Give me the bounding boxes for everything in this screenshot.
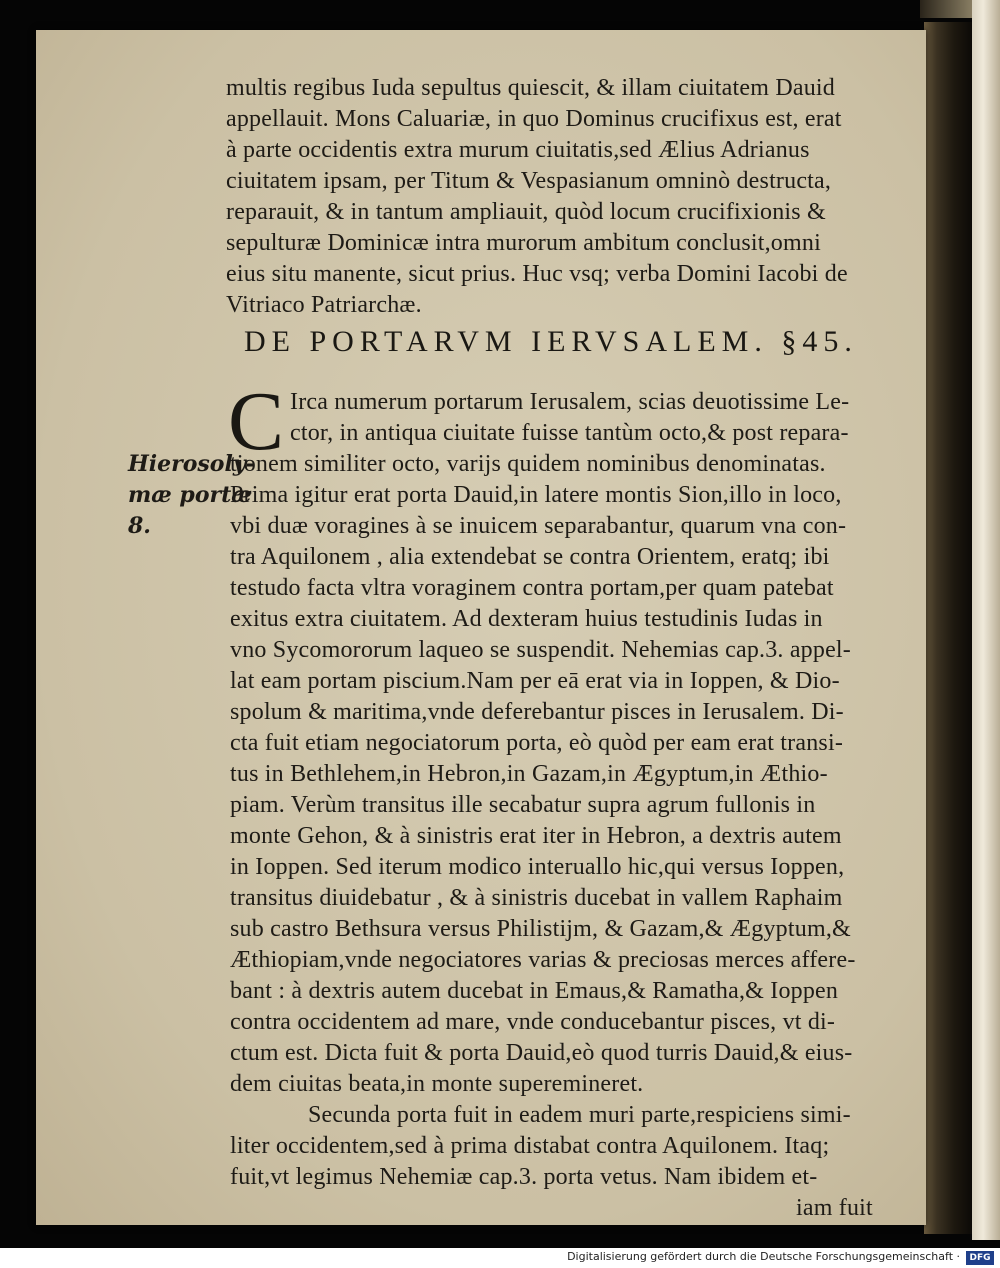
text-line: Irca numerum portarum Ierusalem, scias deuotissime Le- bbox=[290, 389, 850, 415]
text-line: sub castro Bethsura versus Philistijm, & Gazam,& Ægyptum,& bbox=[230, 916, 851, 942]
page-shadow-edge bbox=[924, 22, 974, 1234]
text-line: vno Sycomororum laqueo se suspendit. Nehemias cap.3. appel- bbox=[230, 637, 851, 663]
text-line: eius situ manente, sicut prius. Huc vsq; verba Domini Iacobi de bbox=[226, 261, 848, 287]
text-line: tra Aquilonem , alia extendebat se contra Orientem, eratq; ibi bbox=[230, 544, 830, 570]
funding-credit: Digitalisierung gefördert durch die Deutsche Forschungsgemeinschaft · bbox=[567, 1250, 960, 1263]
text-line: sepulturæ Dominicæ intra murorum ambitum conclusit,omni bbox=[226, 230, 821, 256]
text-line: transitus diuidebatur , & à sinistris ducebat in vallem Raphaim bbox=[230, 885, 843, 911]
text-line: in Ioppen. Sed iterum modico interuallo hic,qui versus Ioppen, bbox=[230, 854, 845, 880]
text-line: Prima igitur erat porta Dauid,in latere montis Sion,illo in loco, bbox=[230, 482, 842, 508]
text-line: ciuitatem ipsam, per Titum & Vespasianum omninò destructa, bbox=[226, 168, 832, 194]
footer-bar bbox=[0, 1248, 1000, 1268]
text-line: lat eam portam piscium.Nam per eā erat via in Ioppen, & Dio- bbox=[230, 668, 840, 694]
marginal-note-line: mæ portæ bbox=[128, 482, 252, 508]
text-line: appellauit. Mons Caluariæ, in quo Dominus crucifixus est, erat bbox=[226, 106, 842, 132]
book-spine bbox=[972, 0, 1000, 1240]
text-line: contra occidentem ad mare, vnde conducebantur pisces, vt di- bbox=[230, 1009, 836, 1035]
text-line: monte Gehon, & à sinistris erat iter in Hebron, a dextris autem bbox=[230, 823, 842, 849]
text-line: exitus extra ciuitatem. Ad dexteram huius testudinis Iudas in bbox=[230, 606, 823, 632]
text-line: Secunda porta fuit in eadem muri parte,respiciens simi- bbox=[308, 1102, 851, 1128]
marginal-note-line: Hierosoly- bbox=[128, 451, 255, 477]
text-line: liter occidentem,sed à prima distabat contra Aquilonem. Itaq; bbox=[230, 1133, 830, 1159]
text-line: cta fuit etiam negociatorum porta, eò quòd per eam erat transi- bbox=[230, 730, 844, 756]
drop-cap: C bbox=[228, 375, 285, 468]
text-line: ctum est. Dicta fuit & porta Dauid,eò quod turris Dauid,& eius- bbox=[230, 1040, 853, 1066]
text-line: dem ciuitas beata,in monte superemineret. bbox=[230, 1071, 644, 1097]
text-line: Vitriaco Patriarchæ. bbox=[226, 292, 422, 318]
text-line: testudo facta vltra voraginem contra portam,per quam patebat bbox=[230, 575, 834, 601]
text-line: multis regibus Iuda sepultus quiescit, & illam ciuitatem Dauid bbox=[226, 75, 835, 101]
catchword: iam fuit bbox=[796, 1195, 873, 1221]
marginal-note-line: 8. bbox=[128, 513, 151, 539]
text-line: fuit,vt legimus Nehemiæ cap.3. porta vetus. Nam ibidem et- bbox=[230, 1164, 818, 1190]
text-line: bant : à dextris autem ducebat in Emaus,& Ramatha,& Ioppen bbox=[230, 978, 839, 1004]
text-line: reparauit, & in tantum ampliauit, quòd locum crucifixionis & bbox=[226, 199, 826, 225]
text-line: tionem similiter octo, varijs quidem nominibus denominatas. bbox=[230, 451, 826, 477]
text-line: tus in Bethlehem,in Hebron,in Gazam,in Ægyptum,in Æthio- bbox=[230, 761, 828, 787]
text-line: à parte occidentis extra murum ciuitatis,sed Ælius Adrianus bbox=[226, 137, 810, 163]
section-heading: DE PORTARVM IERVSALEM. §45. bbox=[244, 325, 858, 358]
text-line: spolum & maritima,vnde deferebantur pisces in Ierusalem. Di- bbox=[230, 699, 844, 725]
text-line: vbi duæ voragines à se inuicem separabantur, quarum vna con- bbox=[230, 513, 847, 539]
text-line: Æthiopiam,vnde negociatores varias & preciosas merces affere- bbox=[230, 947, 856, 973]
dfg-logo: DFG bbox=[966, 1251, 994, 1265]
text-line: ctor, in antiqua ciuitate fuisse tantùm octo,& post repara- bbox=[290, 420, 849, 446]
text-line: piam. Verùm transitus ille secabatur supra agrum fullonis in bbox=[230, 792, 816, 818]
